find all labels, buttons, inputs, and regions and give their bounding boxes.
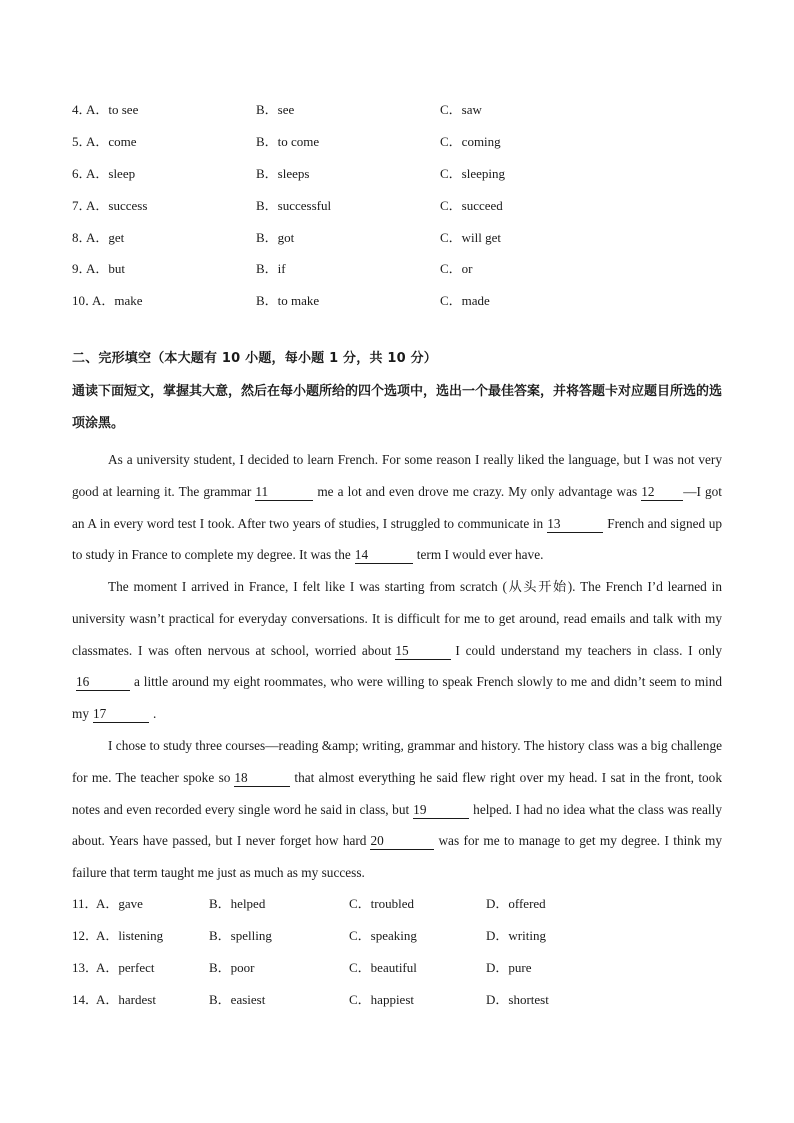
option-c: C．troubled xyxy=(349,896,414,911)
option-c: C．speaking xyxy=(349,928,417,943)
option-d: D．offered xyxy=(486,896,546,911)
question-number: 9． xyxy=(72,261,92,276)
question-number: 5． xyxy=(72,134,92,149)
option-b: B．easiest xyxy=(209,992,266,1007)
option-b: B．if xyxy=(256,261,286,276)
passage-paragraph-3: I chose to study three courses—reading &amp; writing, grammar and history. The history class was a big challenge for me. The teacher spoke so 18 that almost everything he said flew right over my head. I sat in the front, took notes and even recorded every single word he said in class, but 19 helped. I had no idea what the class was really about. Years have passed, but I never forget how hard 20 was for me to manage to get my degree. I think my failure that term taught me just as much as my success. xyxy=(72,738,722,881)
option-c: C．sleeping xyxy=(440,166,505,181)
option-a: A．listening xyxy=(96,928,164,943)
option-a: A．get xyxy=(86,230,125,245)
option-d: D．writing xyxy=(486,928,546,943)
option-b: B．to make xyxy=(256,293,320,308)
option-a: A．but xyxy=(86,261,126,276)
option-a: A．perfect xyxy=(96,960,155,975)
option-a: A．to see xyxy=(86,102,139,117)
option-a: A．success xyxy=(86,198,148,213)
option-c: C．saw xyxy=(440,102,482,117)
blank-13: 13 xyxy=(547,516,603,533)
option-a: A．hardest xyxy=(96,992,156,1007)
section-title: 二、完形填空（本大题有 10 小题，每小题 1 分，共 10 分） xyxy=(72,351,437,366)
option-c: C．made xyxy=(440,293,490,308)
option-c: C．coming xyxy=(440,134,501,149)
blank-18: 18 xyxy=(234,770,290,787)
option-c: C．beautiful xyxy=(349,960,417,975)
question-number: 4． xyxy=(72,102,92,117)
option-b: B．successful xyxy=(256,198,332,213)
blank-20: 20 xyxy=(370,833,434,850)
option-b: B．got xyxy=(256,230,295,245)
option-b: B．see xyxy=(256,102,295,117)
question-number: 7． xyxy=(72,198,92,213)
option-d: D．pure xyxy=(486,960,532,975)
blank-16: 16 xyxy=(76,674,130,691)
question-number: 14． xyxy=(72,992,99,1007)
blank-14: 14 xyxy=(355,547,413,564)
option-c: C．succeed xyxy=(440,198,503,213)
question-number: 12． xyxy=(72,928,99,943)
option-a: A．come xyxy=(86,134,137,149)
option-b: B．sleeps xyxy=(256,166,310,181)
blank-19: 19 xyxy=(413,802,469,819)
option-a: A．gave xyxy=(96,896,143,911)
option-a: A．sleep xyxy=(86,166,136,181)
blank-11: 11 xyxy=(255,484,313,501)
passage-paragraph-1: As a university student, I decided to learn French. For some reason I really liked the language, but I was not very good at learning it. The grammar 11 me a lot and even drove me crazy. My only advantage was 12 —I got an A in every word test I took. After two years of studies, I struggled to communicate in 13 French and signed up to study in France to complete my degree. It was the 14 term I would ever have. xyxy=(72,452,723,563)
option-b: B．spelling xyxy=(209,928,272,943)
option-c: C．or xyxy=(440,261,473,276)
option-b: B．to come xyxy=(256,134,320,149)
option-c: C．will get xyxy=(440,230,502,245)
question-number: 13． xyxy=(72,960,99,975)
passage-paragraph-2: The moment I arrived in France, I felt like I was starting from scratch (从头开始). The French I’d learned in university wasn’t practical for everyday conversations. It is difficult for me to get around, read emails and talk with my classmates. I was often nervous at school, worried about 15 I could understand my teachers in class. I only16 a little around my eight roommates, who were willing to speak French slowly to me and didn’t seem to mind my 17 . xyxy=(72,579,722,722)
section-instruction: 通读下面短文，掌握其大意，然后在每小题所给的四个选项中，选出一个最佳答案，并将答题卡对应题目所选的选项涂黑。 xyxy=(72,384,723,431)
option-c: C．happiest xyxy=(349,992,414,1007)
question-number: 10． xyxy=(72,293,99,308)
question-number: 11． xyxy=(72,896,98,911)
blank-17: 17 xyxy=(93,706,149,723)
blank-12: 12 xyxy=(641,484,683,501)
question-number: 6． xyxy=(72,166,92,181)
option-d: D．shortest xyxy=(486,992,549,1007)
option-b: B．helped xyxy=(209,896,266,911)
option-a: A．make xyxy=(92,293,143,308)
blank-15: 15 xyxy=(395,643,451,660)
question-number: 8． xyxy=(72,230,92,245)
option-b: B．poor xyxy=(209,960,255,975)
